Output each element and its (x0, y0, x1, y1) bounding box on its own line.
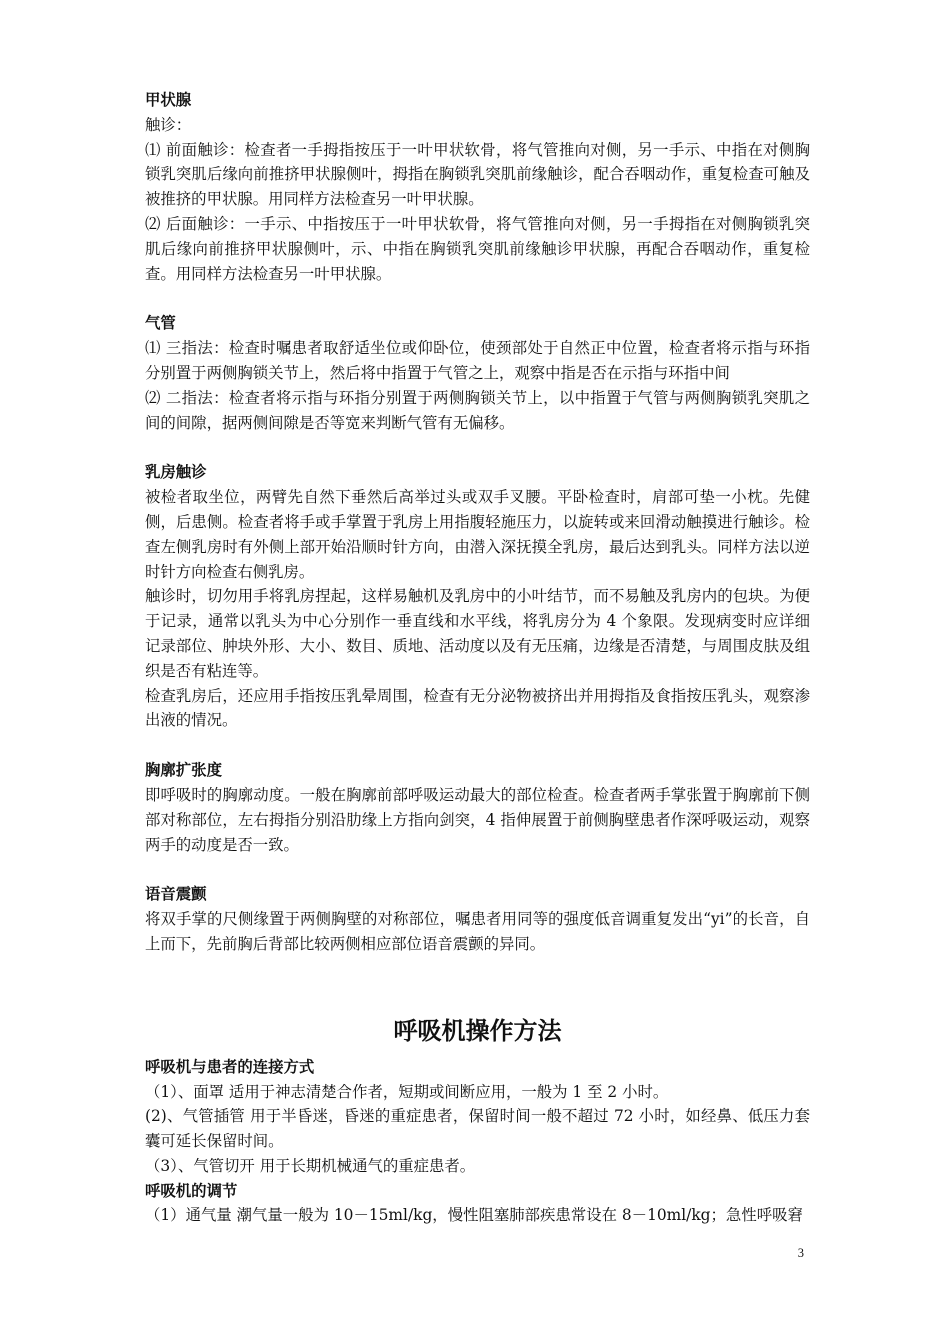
breast-paragraph-3: 检查乳房后，还应用手指按压乳晕周围，检查有无分泌物被挤出并用拇指及食指按压乳头，观察渗出液的情况。 (145, 686, 810, 730)
connection-intubation: (2)、气管插管 用于半昏迷，昏迷的重症患者，保留时间一般不超过 72 小时，如经鼻、低压力套囊可延长保留时间。 (145, 1107, 810, 1151)
connection-heading: 呼吸机与患者的连接方式 (145, 1057, 315, 1076)
section-spacer (145, 286, 810, 311)
thyroid-subheading: 触诊： (145, 115, 192, 134)
trachea-three-finger: ⑴ 三指法：检查时嘱患者取舒适坐位或仰卧位，使颈部处于自然正中位置，检查者将示指与环指分别置于两侧胸锁关节上，然后将中指置于气管之上，观察中指是否在示指与环指中间 (145, 339, 810, 382)
thyroid-back-palpation: ⑵ 后面触诊：一手示、中指按压于一叶甲状软骨，将气管推向对侧，另一手拇指在对侧胸锁乳突肌后缘向前推挤甲状腺侧叶，示、中指在胸锁乳突肌前缘触诊甲状腺，再配合吞咽动作，重复检查。用同样方法检查另一叶甲状腺。 (145, 214, 810, 283)
adjustment-heading: 呼吸机的调节 (145, 1181, 238, 1200)
thyroid-front-palpation: ⑴ 前面触诊：检查者一手拇指按压于一叶甲状软骨，将气管推向对侧，另一手示、中指在对侧胸锁乳突肌后缘向前推挤甲状腺侧叶，拇指在胸锁乳突肌前缘触诊，配合吞咽动作，重复检查可触及被推挤的甲状腺。用同样方法检查另一叶甲状腺。 (145, 140, 810, 209)
title-spacer (145, 957, 810, 1013)
page-number: 3 (797, 1246, 804, 1260)
thyroid-heading: 甲状腺 (145, 91, 192, 109)
trachea-two-finger: ⑵ 二指法：检查者将示指与环指分别置于两侧胸锁关节上，以中指置于气管与两侧胸锁乳突肌之间的间隙，据两侧间隙是否等宽来判断气管有无偏移。 (145, 388, 810, 432)
breast-paragraph-2: 触诊时，切勿用手将乳房捏起，这样易触机及乳房中的小叶结节，而不易触及乳房内的包块。为便于记录，通常以乳头为中心分别作一垂直线和水平线，将乳房分为 4 个象限。发现病变时应详细记录部位、肿块外形、大小、数目、质地、活动度以及有无压痛，边缘是否清楚，与周围皮肤及组织是否有粘连等。 (145, 587, 810, 680)
breast-paragraph-1: 被检者取坐位，两臂先自然下垂然后高举过头或双手叉腰。平卧检查时，肩部可垫一小枕。先健侧，后患侧。检查者将手或手掌置于乳房上用指腹轻施压力，以旋转或来回滑动触摸进行触诊。检查左侧乳房时有外侧上部开始沿顺时针方向，由潜入深抚摸全乳房，最后达到乳头。同样方法以逆时针方向检查右侧乳房。 (145, 488, 810, 581)
fremitus-heading: 语音震颤 (145, 885, 207, 904)
connection-mask: （1）、面罩 适用于神志清楚合作者，短期或间断应用，一般为 1 至 2 小时。 (145, 1082, 669, 1101)
adjustment-ventilation: （1）通气量 潮气量一般为 10－15ml/kg，慢性阻塞肺部疾患常设在 8－10ml/kg；急性呼吸窘 (145, 1206, 803, 1225)
ventilator-title: 呼吸机操作方法 (393, 1016, 562, 1045)
fremitus-paragraph: 将双手掌的尺侧缘置于两侧胸壁的对称部位，嘱患者用同等的强度低音调重复发出“yi”的长音，自上而下，先前胸后背部比较两侧相应部位语音震颤的异同。 (145, 910, 810, 953)
trachea-heading: 气管 (145, 314, 176, 333)
breast-heading: 乳房触诊 (145, 463, 207, 482)
thorax-heading: 胸廓扩张度 (145, 761, 222, 780)
document-body (145, 88, 810, 1228)
section-spacer (145, 733, 810, 758)
connection-tracheotomy: （3）、气管切开 用于长期机械通气的重症患者。 (145, 1156, 476, 1175)
section-spacer (145, 435, 810, 460)
section-spacer (145, 857, 810, 882)
thorax-paragraph: 即呼吸时的胸廓动度。一般在胸廓前部呼吸运动最大的部位检查。检查者两手掌张置于胸廓前下侧部对称部位，左右拇指分别沿肋缘上方指向剑突，4 指伸展置于前侧胸壁患者作深呼吸运动，观察两手的动度是否一致。 (145, 785, 810, 854)
